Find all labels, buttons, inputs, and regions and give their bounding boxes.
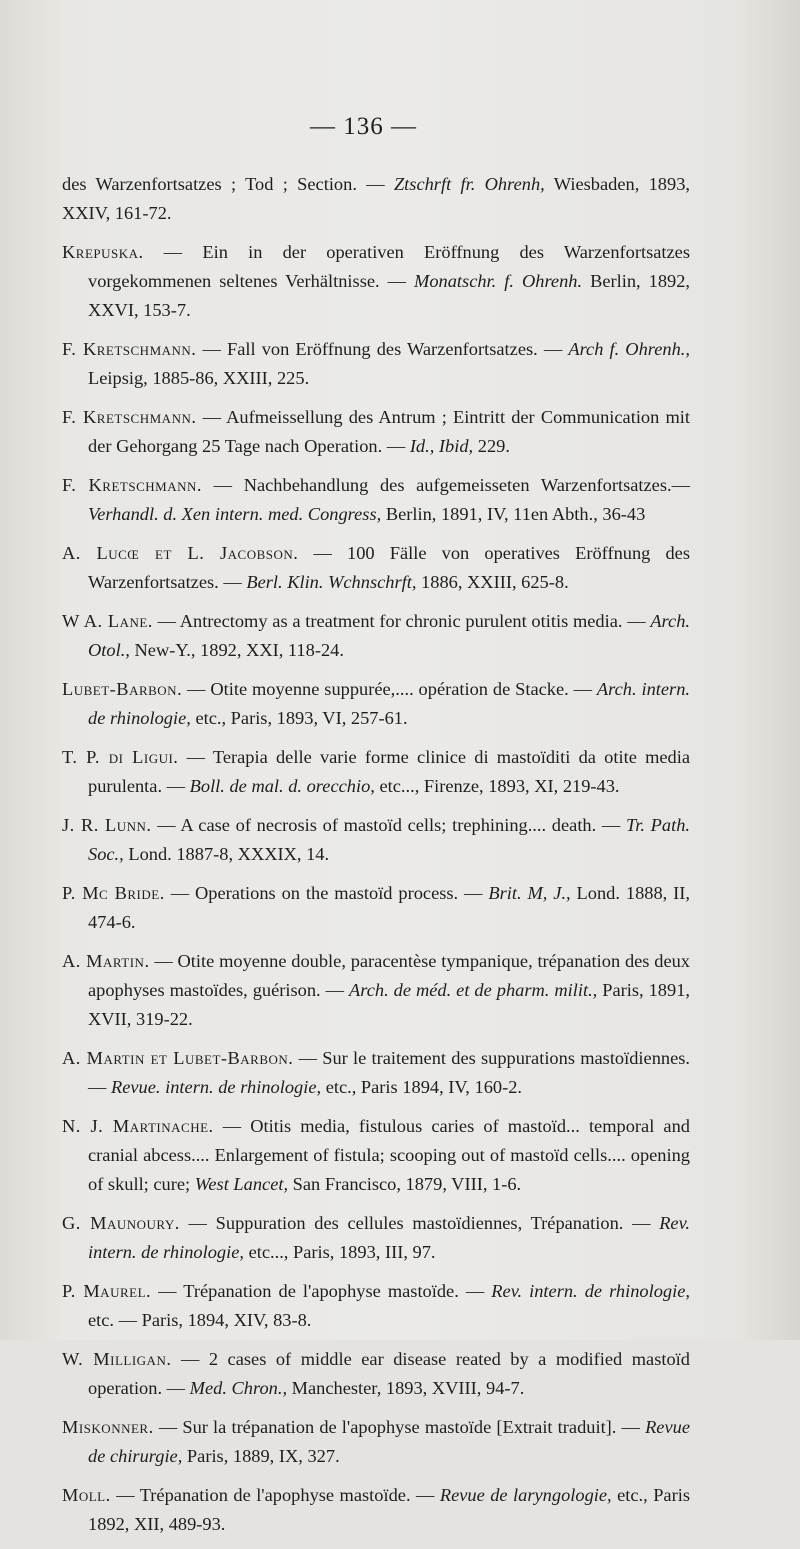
entry-title: — Nachbehandlung des aufgemeisseten Warzenfortsatzes.—	[201, 475, 690, 495]
bibliography-entry	[62, 539, 690, 597]
entry-author: Moll.	[62, 1485, 111, 1505]
entry-title: — A case of necrosis of mastoïd cells; trephining.... death. —	[151, 815, 627, 835]
entry-title: — Terapia delle varie forme clinice di mastoïditi da otite media purulenta. —	[88, 747, 691, 796]
bibliography-entry	[62, 879, 690, 937]
entry-author: N. J. Martinache.	[62, 1116, 214, 1136]
entry-title: — Operations on the mastoïd process. —	[164, 883, 489, 903]
entry-publication: West Lancet,	[194, 1174, 289, 1194]
entry-title: — Otite moyenne suppurée,.... opération de Stacke. —	[182, 679, 597, 699]
entry-title: — Otite moyenne double, paracentèse tympanique, trépanation des deux apophyses mastoïdes, guérison. —	[88, 951, 690, 1000]
entry-title: — Sur la trépanation de l'apophyse mastoïde [Extrait traduit]. —	[153, 1417, 646, 1437]
entry-publication: Berl. Klin. Wchnschrft,	[246, 572, 417, 592]
entry-details: Berlin, 1892, XXVI, 153-7.	[88, 271, 691, 320]
entry-details: Lond. 1887-8, XXXIX, 14.	[123, 844, 330, 864]
entry-publication: Id., Ibid,	[409, 436, 474, 456]
page-number: — 136 —	[310, 113, 417, 140]
bibliography-entry	[62, 238, 690, 325]
bibliography-entry	[62, 607, 690, 665]
entry-title: — 2 cases of middle ear disease reated by a modified mastoïd operation. —	[88, 1349, 690, 1398]
entry-details: Lond. 1888, II, 474-6.	[88, 883, 691, 932]
bibliography-entry	[62, 743, 690, 801]
entry-publication: Arch f. Ohrenh.,	[568, 339, 691, 359]
bibliography-entry	[62, 403, 690, 461]
entry-title: — Suppuration des cellules mastoïdiennes, Trépanation. —	[179, 1213, 660, 1233]
entry-author: Miskonner.	[62, 1417, 154, 1437]
entry-title: — Fall von Eröffnung des Warzenfortsatzes. —	[196, 339, 569, 359]
entry-details: etc., Paris 1892, XII, 489-93.	[88, 1485, 690, 1534]
entry-title: des Warzenfortsatzes ; Tod ; Section. —	[62, 174, 394, 194]
entry-details: Manchester, 1893, XVIII, 94-7.	[287, 1378, 525, 1398]
entry-details: San Francisco, 1879, VIII, 1-6.	[288, 1174, 522, 1194]
entry-details: New-Y., 1892, XXI, 118-24.	[129, 640, 344, 660]
bibliography-entry	[62, 1209, 690, 1267]
entry-publication: Arch. de méd. et de pharm. milit.,	[349, 980, 598, 1000]
entry-author: W A. Lane.	[62, 611, 153, 631]
entry-publication: Med. Chron.,	[189, 1378, 288, 1398]
entry-publication: Revue de chirurgie,	[88, 1417, 690, 1466]
entry-author: J. R. Lunn.	[62, 815, 152, 835]
entry-title: — Antrectomy as a treatment for chronic purulent otitis media. —	[152, 611, 651, 631]
entry-details: etc..., Firenze, 1893, XI, 219-43.	[374, 776, 620, 796]
bibliography-list	[62, 170, 690, 1549]
entry-author: T. P. di Ligui.	[62, 747, 179, 767]
bibliography-entry	[62, 947, 690, 1034]
entry-details: Paris, 1889, IX, 327.	[182, 1446, 340, 1466]
bibliography-entry	[62, 335, 690, 393]
entry-details: 229.	[473, 436, 510, 456]
entry-author: Krepuska.	[62, 242, 144, 262]
bibliography-entry	[62, 170, 690, 228]
entry-publication: Revue. intern. de rhinologie,	[111, 1077, 322, 1097]
entry-details: 1886, XXIII, 625-8.	[416, 572, 569, 592]
entry-author: F. Kretschmann.	[62, 475, 202, 495]
entry-author: A. Martin.	[62, 951, 150, 971]
entry-author: A. Lucœ et L. Jacobson.	[62, 543, 299, 563]
entry-author: P. Mc Bride.	[62, 883, 165, 903]
entry-author: F. Kretschmann.	[62, 407, 197, 427]
entry-details: etc..., Paris, 1893, III, 97.	[243, 1242, 436, 1262]
bibliography-entry	[62, 811, 690, 869]
entry-publication: Rev. intern. de rhinologie,	[88, 1213, 690, 1262]
entry-publication: Revue de laryngologie,	[439, 1485, 612, 1505]
bibliography-entry	[62, 675, 690, 733]
entry-title: — Trépanation de l'apophyse mastoïde. —	[110, 1485, 440, 1505]
bibliography-entry	[62, 471, 690, 529]
entry-author: Lubet-Barbon.	[62, 679, 183, 699]
entry-details: etc., Paris 1894, IV, 160-2.	[321, 1077, 523, 1097]
entry-publication: Monatschr. f. Ohrenh.	[414, 271, 583, 291]
entry-author: A. Martin et Lubet-Barbon.	[62, 1048, 294, 1068]
bibliography-entry	[62, 1044, 690, 1102]
entry-details: etc. — Paris, 1894, XIV, 83-8.	[88, 1310, 312, 1330]
entry-author: F. Kretschmann.	[62, 339, 197, 359]
bibliography-entry	[62, 1277, 690, 1335]
entry-details: Berlin, 1891, IV, 11en Abth., 36-43	[381, 504, 646, 524]
bibliography-entry	[62, 1413, 690, 1471]
entry-author: G. Maunoury.	[62, 1213, 180, 1233]
entry-title: — Sur le traitement des suppurations mastoïdiennes. —	[88, 1048, 691, 1097]
entry-title: — 100 Fälle von operatives Eröffnung des Warzenfortsatzes. —	[88, 543, 691, 592]
entry-publication: Boll. de mal. d. orecchio,	[189, 776, 375, 796]
entry-details: Leipsig, 1885-86, XXIII, 225.	[88, 368, 310, 388]
entry-title: — Otitis media, fistulous caries of mastoïd... temporal and cranial abcess.... Enlargement of fistula; scooping out of mastoïd cells.... opening of skull; cure;	[88, 1116, 690, 1194]
entry-publication: Tr. Path. Soc.,	[88, 815, 691, 864]
entry-title: — Aufmeissellung des Antrum ; Eintritt der Communication mit der Gehorgang 25 Tage nach Operation. —	[88, 407, 690, 456]
entry-author: P. Maurel.	[62, 1281, 152, 1301]
bibliography-entry	[62, 1345, 690, 1403]
entry-publication: Ztschrft fr. Ohrenh,	[393, 174, 545, 194]
entry-title: — Trépanation de l'apophyse mastoïde. —	[151, 1281, 492, 1301]
entry-publication: Rev. intern. de rhinologie,	[491, 1281, 690, 1301]
bibliography-entry	[62, 1481, 690, 1539]
entry-publication: Arch. Otol.,	[88, 611, 690, 660]
entry-details: etc., Paris, 1893, VI, 257-61.	[190, 708, 408, 728]
entry-publication: Verhandl. d. Xen intern. med. Congress,	[88, 504, 382, 524]
entry-title: — Ein in der operativen Eröffnung des Warzenfortsatzes vorgekommenen seltenes Verhältnisse. —	[88, 242, 690, 291]
entry-details: Wiesbaden, 1893, XXIV, 161-72.	[62, 174, 690, 223]
entry-publication: Arch. intern. de rhinologie,	[88, 679, 690, 728]
entry-details: Paris, 1891, XVII, 319-22.	[88, 980, 690, 1029]
entry-author: W. Milligan.	[62, 1349, 172, 1369]
bibliography-entry	[62, 1112, 690, 1199]
entry-publication: Brit. M, J.,	[488, 883, 571, 903]
